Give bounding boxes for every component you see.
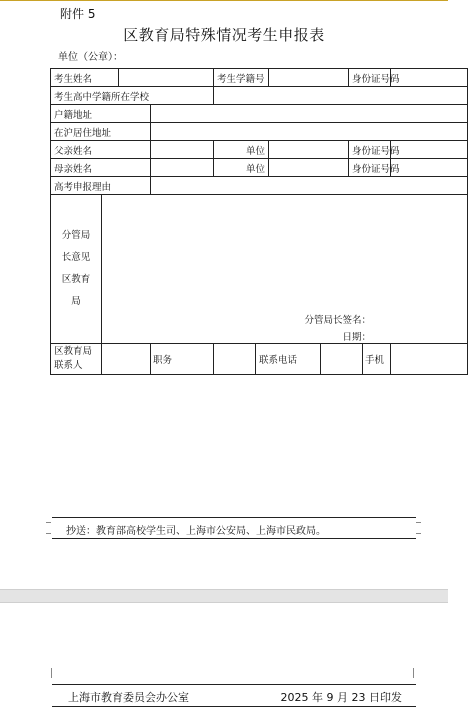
- form-row-student: [51, 69, 468, 87]
- margin-mark: [46, 668, 52, 678]
- form-row-reason: [51, 177, 468, 195]
- mobile-field[interactable]: [391, 344, 468, 375]
- mother-id-label: 身份证号码: [349, 159, 391, 177]
- mother-employer-label: 单位: [214, 159, 269, 177]
- residence-address-field[interactable]: [151, 123, 468, 141]
- father-id-label: 身份证号码: [349, 141, 391, 159]
- margin-mark: [413, 668, 419, 678]
- issue-date: 2025 年 9 月 23 日印发: [280, 691, 402, 704]
- margin-mark: [416, 517, 421, 523]
- student-id-field[interactable]: [269, 69, 349, 87]
- cc-notice: [52, 517, 416, 539]
- father-id-field[interactable]: [391, 141, 468, 159]
- document-footer: [52, 684, 416, 707]
- household-address-label: 户籍地址: [51, 105, 151, 123]
- attachment-label: 附件 5: [60, 7, 96, 21]
- form-row-residence: [51, 123, 468, 141]
- margin-mark: [46, 517, 51, 523]
- mother-id-field[interactable]: [391, 159, 468, 177]
- date-label: 日期：: [342, 332, 372, 343]
- id-number-field[interactable]: [391, 69, 468, 87]
- form-row-father: [51, 141, 468, 159]
- position-label: 职务: [151, 344, 214, 375]
- form-row-mother: [51, 159, 468, 177]
- residence-address-label: 在沪居住地址: [51, 123, 151, 141]
- signature-label: 分管局长签名：: [304, 315, 372, 326]
- student-name-field[interactable]: [119, 69, 214, 87]
- form-row-household: [51, 105, 468, 123]
- margin-mark: [416, 533, 421, 539]
- student-id-label: 考生学籍号: [214, 69, 269, 87]
- mother-employer-field[interactable]: [269, 159, 349, 177]
- contact-field[interactable]: [102, 344, 151, 375]
- school-label: 考生高中学籍所在学校: [51, 87, 214, 105]
- cc-notice-text: 抄送：教育部高校学生司、上海市公安局、上海市民政局。: [66, 526, 326, 537]
- page-break-gap: [0, 589, 448, 603]
- mother-name-field[interactable]: [151, 159, 214, 177]
- father-name-field[interactable]: [151, 141, 214, 159]
- top-border-line: [0, 0, 448, 1]
- phone-label: 联系电话: [256, 344, 321, 375]
- mother-name-label: 母亲姓名: [51, 159, 151, 177]
- reason-label: 高考申报理由: [51, 177, 151, 195]
- opinion-label: 分管局长意见区教育局: [51, 195, 102, 344]
- id-number-label: 身份证号码: [349, 69, 391, 87]
- opinion-field[interactable]: [102, 195, 468, 344]
- form-row-school: [51, 87, 468, 105]
- application-form-table: [50, 68, 468, 375]
- form-row-contact: [51, 344, 468, 375]
- contact-label: 区教育局联系人: [51, 344, 102, 375]
- position-field[interactable]: [214, 344, 256, 375]
- household-address-field[interactable]: [151, 105, 468, 123]
- margin-mark: [46, 533, 51, 539]
- father-name-label: 父亲姓名: [51, 141, 151, 159]
- reason-field[interactable]: [151, 177, 468, 195]
- mobile-label: 手机: [363, 344, 391, 375]
- father-employer-field[interactable]: [269, 141, 349, 159]
- form-row-opinion: [51, 195, 468, 344]
- unit-seal-label: 单位（公章）：: [58, 52, 123, 63]
- issuer-name: 上海市教育委员会办公室: [68, 691, 189, 704]
- phone-field[interactable]: [321, 344, 363, 375]
- page-title: 区教育局特殊情况考生申报表: [123, 26, 325, 44]
- father-employer-label: 单位: [214, 141, 269, 159]
- student-name-label: 考生姓名: [51, 69, 119, 87]
- school-field[interactable]: [214, 87, 468, 105]
